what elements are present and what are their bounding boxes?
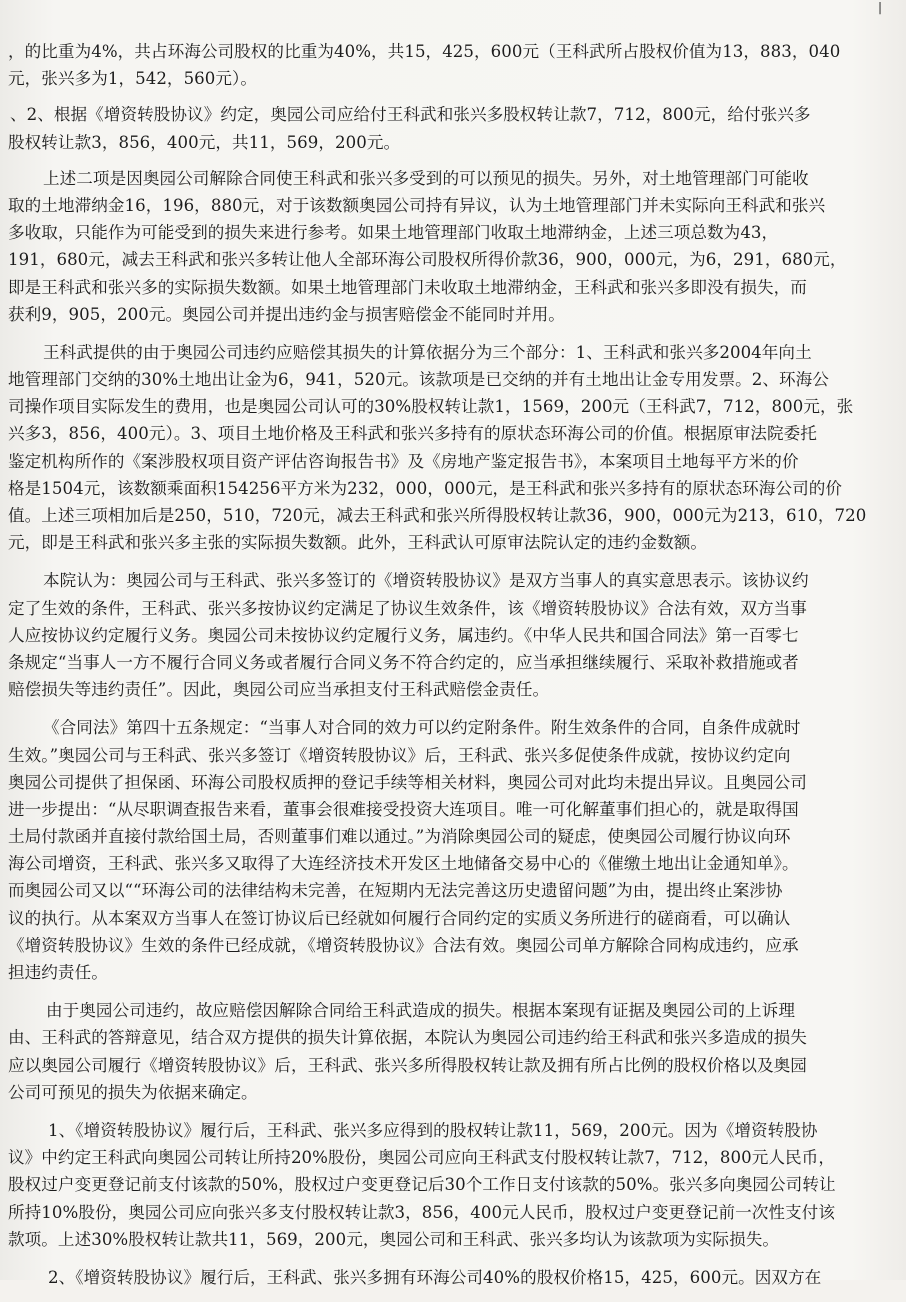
text-line: 公司可预见的损失为依据来确定。 [8,1082,258,1102]
watermark: ​ [554,123,566,130]
text-line: 议》中约定王科武向奥园公司转让所持20%股份，奥园公司应向王科武支付股权转让款7，712，800元人民币， [8,1148,835,1168]
text-line: 赔偿损失等违约责任”。因此，奥园公司应当承担支付王科武赔偿金责任。 [8,680,550,700]
text-line: 议的执行。从本案双方当事人在签订协议后已经就如何履行合同约定的实质义务所进行的磋商看，可以确认 [8,908,791,928]
text-line: 获利9，905，200元。奥园公司并提出违约金与损害赔偿金不能同时并用。 [8,304,565,324]
text-line: 人应按协议约定履行义务。奥园公司未按协议约定履行义务，属违约。《中华人民共和国合同法》第一百零七 [8,625,799,645]
paragraph [0,714,906,986]
text-line: 由于奥园公司违约，故应赔偿因解除合同给王科武造成的损失。根据本案现有证据及奥园公司的上诉理 [46,1001,795,1021]
text-line: 由、王科武的答辩意见，结合双方提供的损失计算依据，本院认为奥园公司违约给王科武和张兴多造成的损失 [8,1028,807,1048]
text-line: 股权过户变更登记前支付该款的50%，股权过户变更登记后30个工作日支付该款的50%。张兴多向奥园公司转让 [8,1175,836,1195]
paragraph [0,567,906,703]
text-line: 司操作项目实际发生的费用，也是奥园公司认可的30%股权转让款1，1569，200元（王科武7，712，800元，张 [8,397,854,417]
text-line: 进一步提出：“从尽职调查报告来看，董事会很难接受投资大连项目。唯一可化解董事们担心的，就是取得国 [8,799,799,819]
text-line: 土局付款函并直接付款给国土局，否则董事们难以通过。”为消除奥园公司的疑虑，使奥园公司履行协议向环 [8,827,791,847]
text-line: 191，680元，减去王科武和张兴多转让他人全部环海公司股权所得价款36，900，000元，为6，291，680元， [8,250,847,270]
text-line: 生效。”奥园公司与王科武、张兴多签订《增资转股协议》后，王科武、张兴多促使条件成就，按协议约定向 [8,745,791,765]
text-line: 款项。上述30%股权转让款共11，569，200元，奥园公司和王科武、张兴多均认为该款项为实际损失。 [8,1229,779,1249]
text-line: 担违约责任。 [8,963,108,982]
text-line: 值。上述三项相加后是250，510，720元，减去王科武和张兴所得股权转让款36，900，000元为213，610，720 [8,506,867,525]
text-line: 即是王科武和张兴多的实际损失数额。如果土地管理部门未收取土地滞纳金，王科武和张兴多即没有损失，而 [8,277,807,297]
text-line: ，的比重为4%，共占环海公司股权的比重为40%，共15，425，600元（王科武所占股权价值为13，883，040 [8,42,841,61]
paragraph [0,339,906,557]
text-line: 《增资转股协议》生效的条件已经成就，《增资转股协议》合法有效。奥园公司单方解除合同构成违约，应承 [8,935,799,955]
text-line: 元，即是王科武和张兴多主张的实际损失数额。此外，王科武认可原审法院认定的违约金数额。 [8,533,708,553]
text-line: 鉴定机构所作的《案涉股权项目资产评估咨询报告书》及《房地产鉴定报告书》，本案项目土地每平方米的价 [8,451,799,471]
paragraph [0,101,906,155]
text-line: 本院认为：奥园公司与王科武、张兴多签订的《增资转股协议》是双方当事人的真实意思表示。该协议约 [43,571,809,591]
text-line: 定了生效的条件，王科武、张兴多按协议约定满足了协议生效条件，该《增资转股协议》合法有效，双方当事 [8,598,807,618]
text-line: 上述二项是因奥园公司解除合同使王科武和张兴多受到的可以预见的损失。另外，对土地管理部门可能收 [43,168,809,188]
paragraph [0,1117,906,1253]
text-line: 地管理部门交纳的30%土地出让金为6，941，520元。该款项是已交纳的并有土地出让金专用发票。2、环海公 [8,370,829,390]
paragraph [0,165,906,328]
text-line: 股权转让款3，856，400元，共11，569，200元。 [8,132,401,152]
page-corner-mark: | [878,0,883,14]
text-line: 王科武提供的由于奥园公司违约应赔偿其损失的计算依据分为三个部分：1、王科武和张兴多2004年向土 [43,342,812,362]
text-line: 条规定“当事人一方不履行合同义务或者履行合同义务不符合约定的，应当承担继续履行、采取补救措施或者 [8,652,799,672]
paragraph [0,997,906,1106]
text-line: 而奥园公司又以““环海公司的法律结构未完善，在短期内无法完善这历史遗留问题”为由，提出终止案涉协 [8,881,783,901]
document-body [0,38,906,1302]
text-line: 取的土地滞纳金16，196，880元，对于该数额奥园公司持有异议，认为土地管理部门并未实际向王科武和张兴 [8,195,826,215]
text-line: 多收取，只能作为可能受到的损失来进行参考。如果土地管理部门收取土地滞纳金，上述三项总数为43， [8,223,779,243]
text-line: 应以奥园公司履行《增资转股协议》后，王科武、张兴多所得股权转让款及拥有所占比例的股权价格以及奥园 [8,1055,807,1075]
paragraph [0,38,906,92]
text-line: 1、《增资转股协议》履行后，王科武、张兴多应得到的股权转让款11，569，200元。因为《增资转股协 [48,1120,818,1140]
text-line: 2、《增资转股协议》履行后，王科武、张兴多拥有环海公司40%的股权价格15，425，600元。因双方在 [48,1267,822,1287]
paragraph [0,1264,906,1291]
text-line: 《合同法》第四十五条规定：“当事人对合同的效力可以约定附条件。附生效条件的合同，自条件成就时 [43,718,801,738]
text-line: 元，张兴多为1，542，560元）。 [8,69,258,89]
text-line: 、2、根据《增资转股协议》约定，奥园公司应给付王科武和张兴多股权转让款7，712，800元，给付张兴多 [10,105,811,125]
text-line: 海公司增资，王科武、张兴多又取得了大连经济技术开发区土地储备交易中心的《催缴土地出让金通知单》。 [8,854,799,874]
text-line: 奥园公司提供了担保函、环海公司股权质押的登记手续等相关材料，奥园公司对此均未提出异议。且奥园公司 [8,772,807,792]
text-line: 所持10%股份，奥园公司应向张兴多支付股权转让款3，856，400元人民币，股权过户变更登记前一次性支付该 [8,1202,835,1222]
text-line: 格是1504元，该数额乘面积154256平方米为232，000，000元，是王科武和张兴多持有的原状态环海公司的价 [8,478,843,498]
text-line: 兴多3，856，400元）。3、项目土地价格及王科武和张兴多持有的原状态环海公司的价值。根据原审法院委托 [8,424,817,444]
